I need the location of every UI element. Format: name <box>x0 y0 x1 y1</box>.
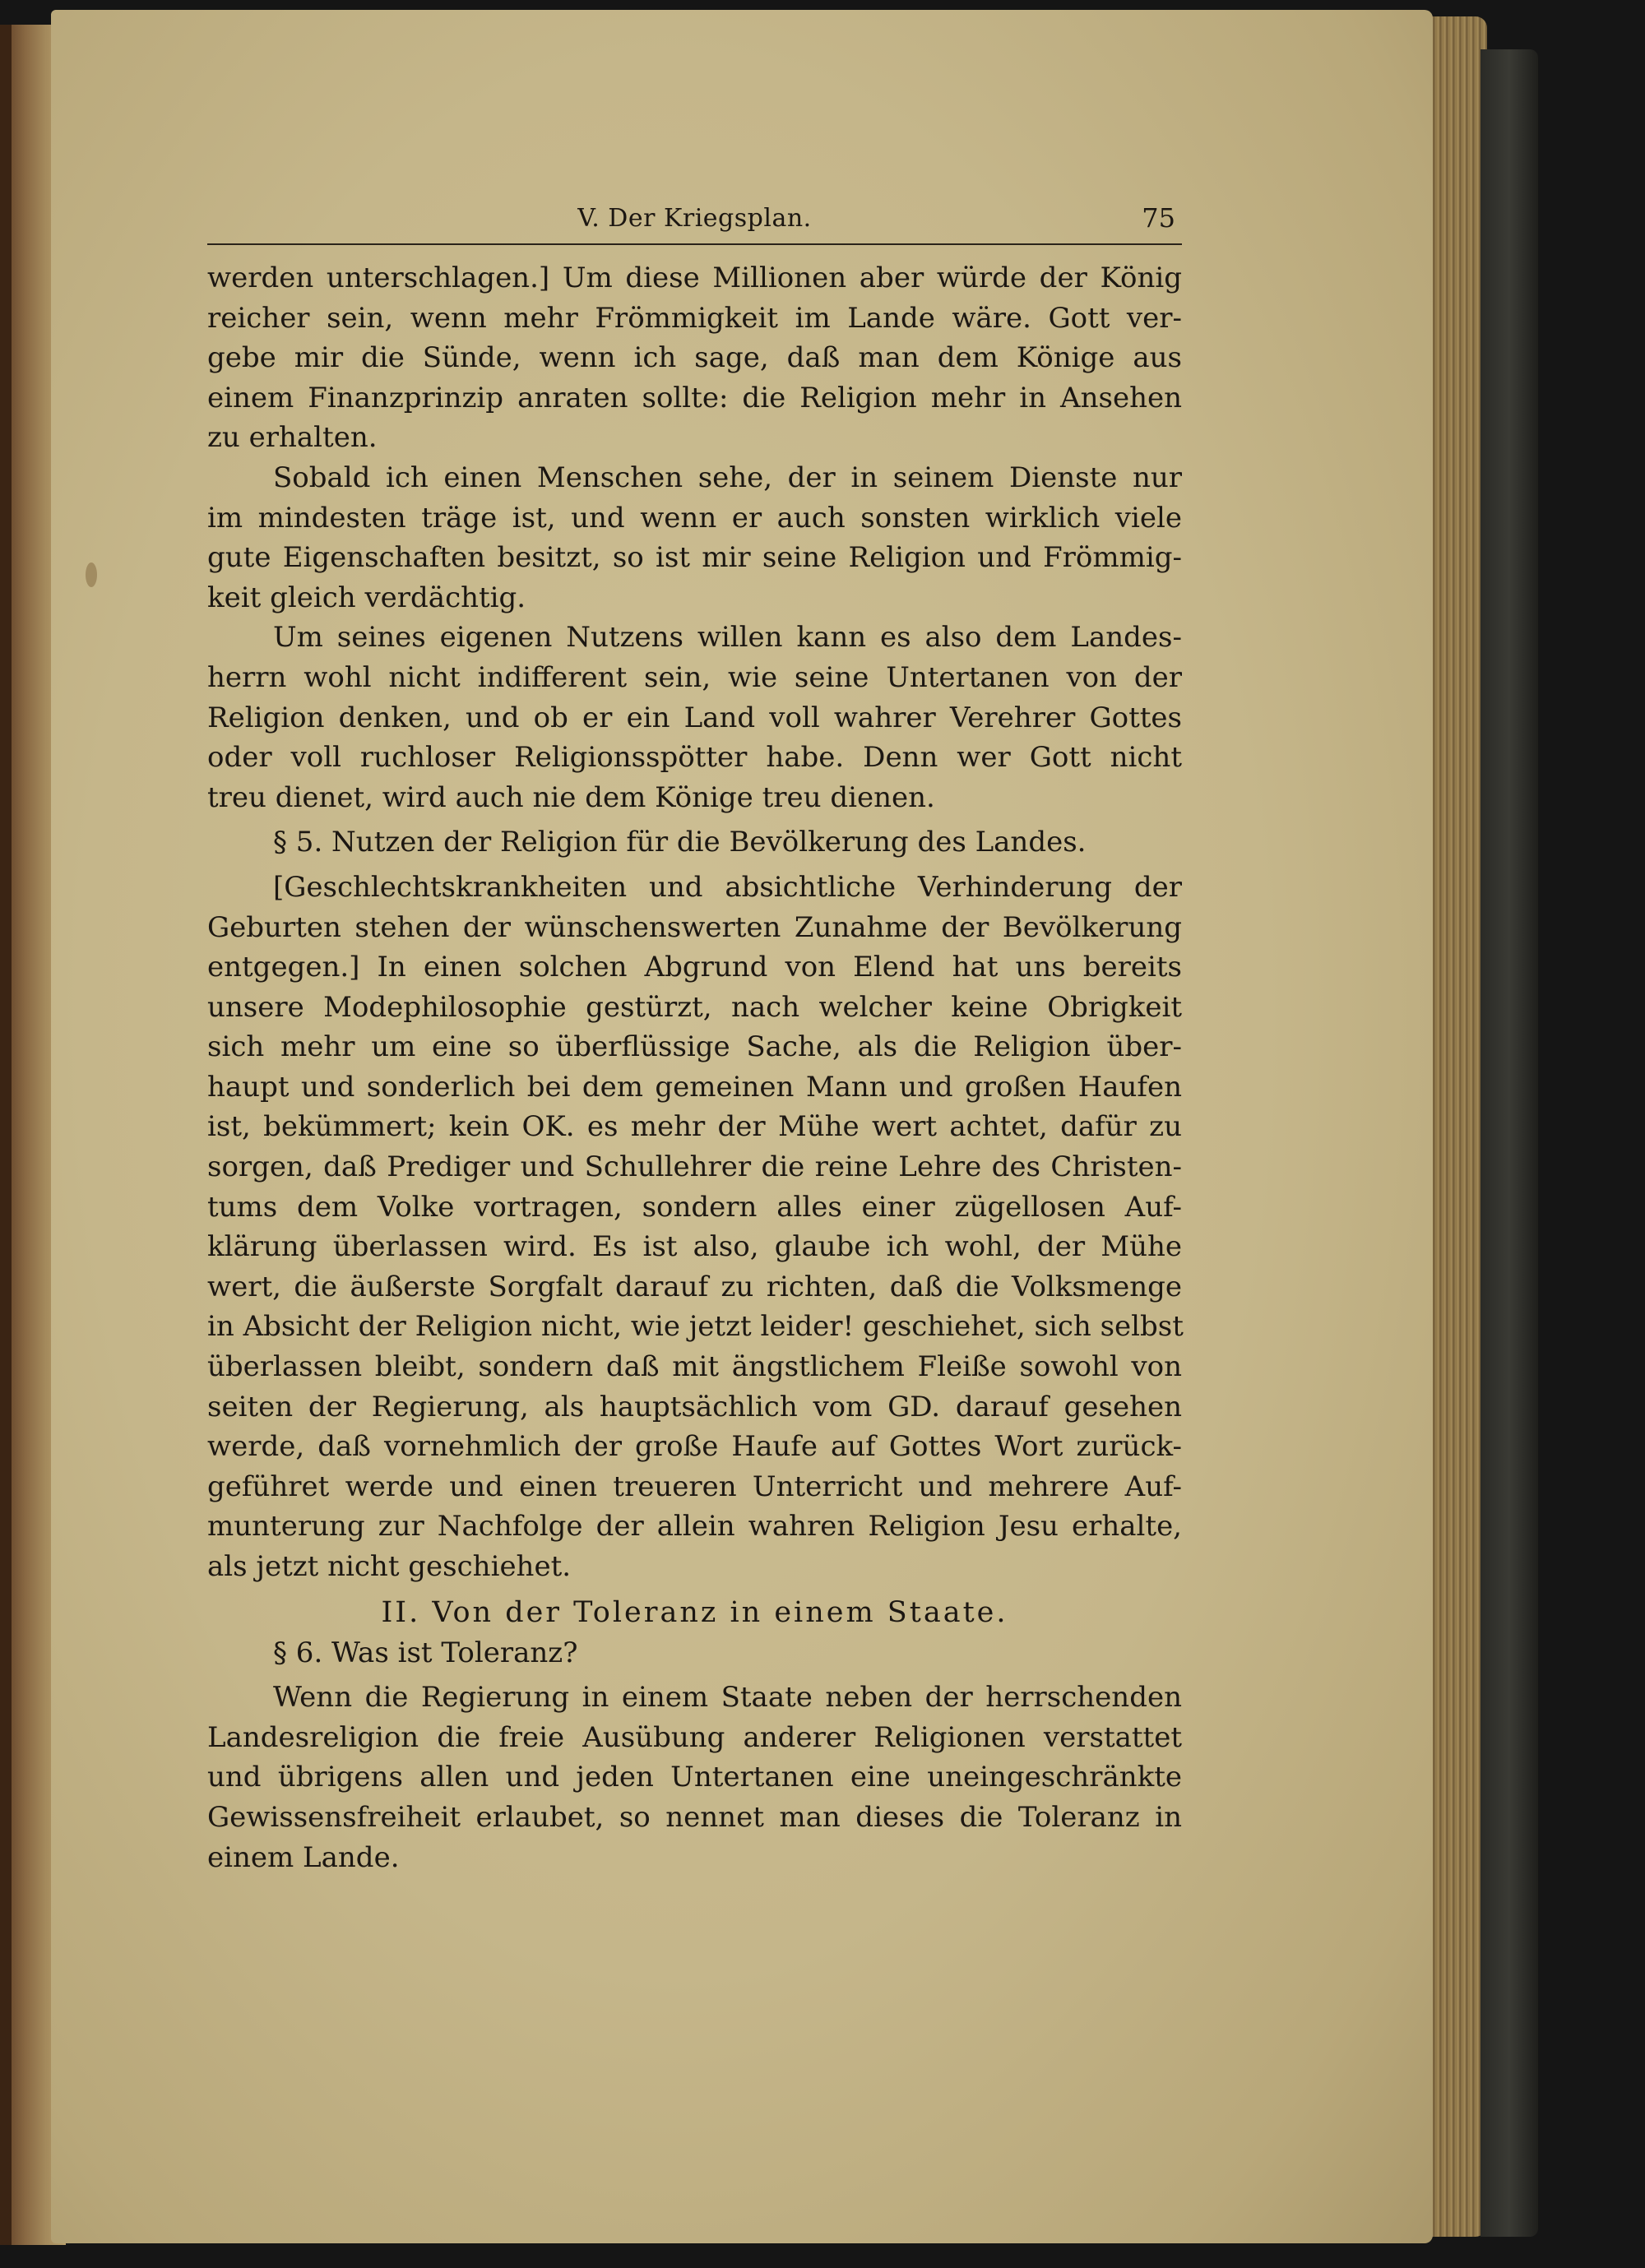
text-line: tums dem Volke vortragen, sondern alles einer zügellosen Auf- <box>207 1190 1182 1224</box>
text-line: Um seines eigenen Nutzens willen kann es also dem Landes- <box>273 621 1182 655</box>
text-line: Religion denken, und ob er ein Land voll wahrer Verehrer Gottes <box>207 701 1182 734</box>
text-line: herrn wohl nicht indifferent sein, wie seine Untertanen von der <box>207 660 1182 694</box>
book-page <box>51 10 1433 2243</box>
text-line: [Geschlechtskrankheiten und absichtliche Verhinderung der <box>273 870 1182 904</box>
page-number: 75 <box>1142 202 1175 234</box>
text-line: seiten der Regierung, als hauptsächlich vom GD. darauf gesehen <box>207 1390 1182 1423</box>
text-line: ist, bekümmert; kein OK. es mehr der Mühe wert achtet, dafür zu <box>207 1110 1182 1144</box>
text-block <box>207 191 1182 1877</box>
paragraph-3 <box>207 618 1182 817</box>
chapter-heading: II. Von der Toleranz in einem Staate. <box>381 1595 1008 1629</box>
text-line: Landesreligion die freie Ausübung anderer Religionen verstattet <box>207 1720 1182 1754</box>
text-line: im mindesten träge ist, und wenn er auch sonsten wirklich viele <box>207 501 1182 535</box>
paragraph-4 <box>207 868 1182 1587</box>
text-line: geführet werde und einen treueren Unterricht und mehrere Auf- <box>207 1470 1182 1503</box>
paragraph-1 <box>207 258 1182 458</box>
running-title: V. Der Kriegsplan. <box>577 204 812 233</box>
text-line: unsere Modephilosophie gestürzt, nach welcher keine Obrigkeit <box>207 990 1182 1024</box>
binding-shadow <box>0 25 12 2245</box>
text-line: Sobald ich einen Menschen sehe, der in seinem Dienste nur <box>273 461 1182 494</box>
text-line: haupt und sonderlich bei dem gemeinen Mann und großen Haufen <box>207 1070 1182 1104</box>
text-line: in Absicht der Religion nicht, wie jetzt leider! geschiehet, sich selbst <box>207 1310 1184 1344</box>
text-line: Geburten stehen der wünschenswerten Zunahme der Bevölkerung <box>207 910 1182 944</box>
text-line: einem Lande. <box>207 1840 400 1874</box>
text-line: einem Finanzprinzip anraten sollte: die Religion mehr in Ansehen <box>207 381 1182 414</box>
text-line: wert, die äußerste Sorgfalt darauf zu richten, daß die Volksmenge <box>207 1270 1182 1303</box>
text-line: zu erhalten. <box>207 421 378 455</box>
paragraph-5 <box>207 1678 1182 1877</box>
text-line: gute Eigenschaften besitzt, so ist mir seine Religion und Frömmig- <box>207 541 1182 575</box>
page-stain <box>86 562 97 587</box>
section-heading-6: § 6. Was ist Toleranz? <box>273 1636 578 1669</box>
paragraph-2 <box>207 458 1182 618</box>
text-line: Wenn die Regierung in einem Staate neben der herrschenden <box>273 1681 1182 1715</box>
text-line: entgegen.] In einen solchen Abgrund von Elend hat uns bereits <box>207 951 1182 984</box>
text-line: gebe mir die Sünde, wenn ich sage, daß man dem Könige aus <box>207 341 1182 375</box>
text-line: werden unterschlagen.] Um diese Millionen aber würde der König <box>207 262 1182 294</box>
text-line: werde, daß vornehmlich der große Haufe auf Gottes Wort zurück- <box>207 1430 1182 1464</box>
text-line: munterung zur Nachfolge der allein wahren Religion Jesu erhalte, <box>207 1510 1182 1544</box>
book-cover-edge <box>1480 49 1538 2237</box>
text-line: Gewissensfreiheit erlaubet, so nennet man dieses die Toleranz in <box>207 1800 1182 1834</box>
text-line: überlassen bleibt, sondern daß mit ängstlichem Fleiße sowohl von <box>207 1350 1182 1384</box>
section-heading-5: § 5. Nutzen der Religion für die Bevölkerung des Landes. <box>273 826 1087 859</box>
text-line: sich mehr um eine so überflüssige Sache, als die Religion über- <box>207 1030 1182 1064</box>
text-line: treu dienet, wird auch nie dem Könige treu dienen. <box>207 780 935 814</box>
running-header <box>207 191 1182 245</box>
text-line: oder voll ruchloser Religionsspötter habe. Denn wer Gott nicht <box>207 741 1182 775</box>
text-line: sorgen, daß Prediger und Schullehrer die reine Lehre des Christen- <box>207 1150 1182 1184</box>
text-line: als jetzt nicht geschiehet. <box>207 1550 572 1583</box>
text-line: und übrigens allen und jeden Untertanen eine uneingeschränkte <box>207 1761 1182 1794</box>
text-line: reicher sein, wenn mehr Frömmigkeit im Lande wäre. Gott ver- <box>207 301 1182 335</box>
text-line: keit gleich verdächtig. <box>207 581 526 614</box>
page-stack-edge <box>1430 16 1487 2237</box>
text-line: klärung überlassen wird. Es ist also, glaube ich wohl, der Mühe <box>207 1230 1182 1264</box>
